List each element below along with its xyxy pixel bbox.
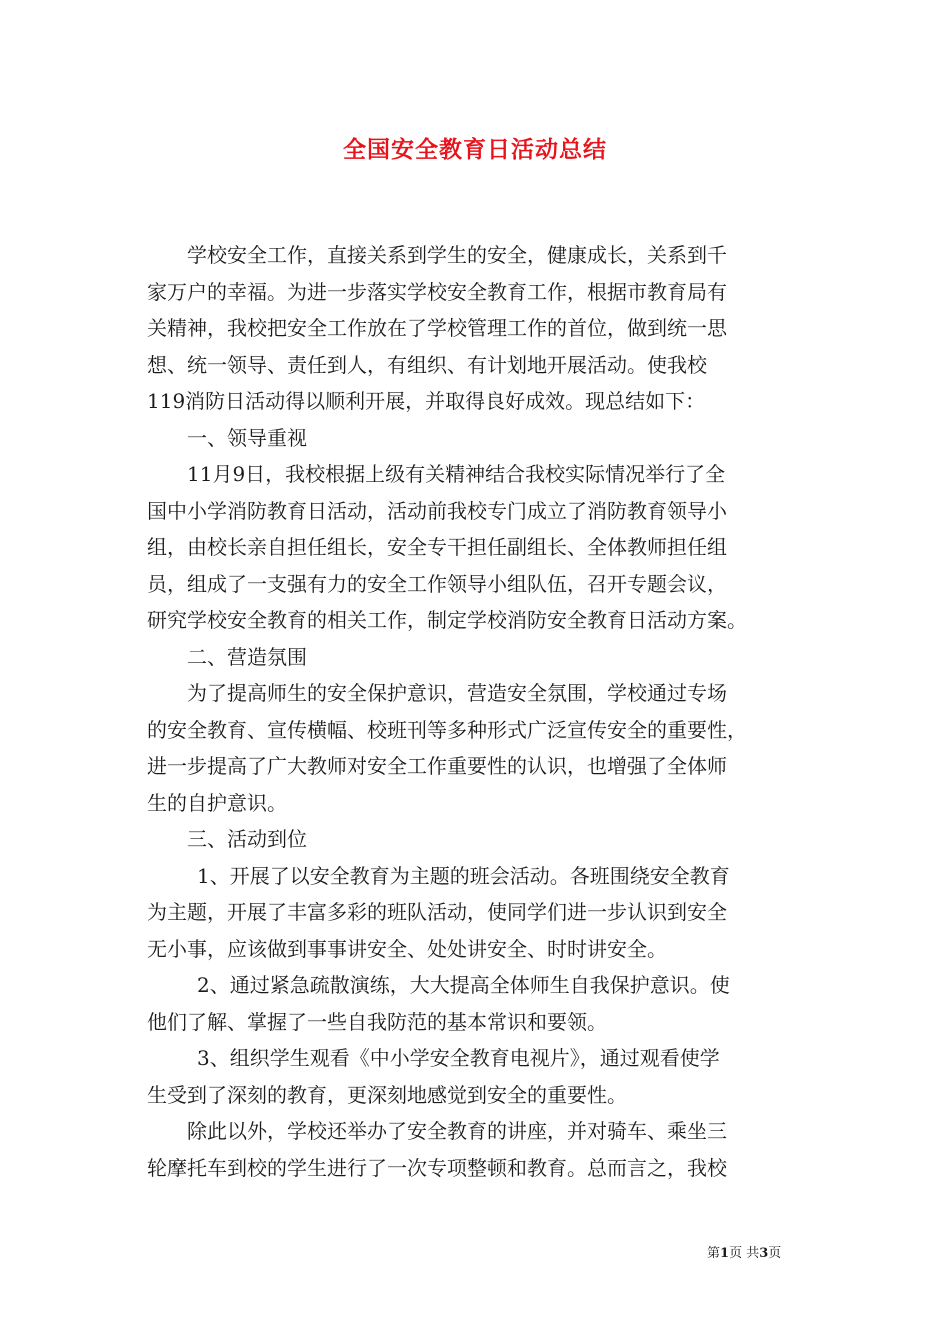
section-heading-activities: 三、活动到位 bbox=[187, 827, 307, 851]
list-item-line: 1、开展了以安全教育为主题的班会活动。各班围绕安全教育 bbox=[197, 863, 730, 888]
body-line: 组，由校长亲自担任组长，安全专干担任副组长、全体教师担任组 bbox=[147, 535, 727, 559]
body-line: 119消防日活动得以顺利开展，并取得良好成效。现总结如下： bbox=[147, 389, 706, 413]
body-line: 除此以外，学校还举办了安全教育的讲座，并对骑车、乘坐三 bbox=[187, 1119, 727, 1143]
body-line: 想、统一领导、责任到人，有组织、有计划地开展活动。使我校 bbox=[147, 352, 707, 377]
document-body bbox=[147, 237, 807, 1186]
body-line: 国中小学消防教育日活动，活动前我校专门成立了消防教育领导小 bbox=[147, 498, 727, 523]
current-page-number: 1 bbox=[720, 1246, 730, 1261]
body-line: 员，组成了一支强有力的安全工作领导小组队伍，召开专题会议， bbox=[147, 571, 727, 596]
body-line: 研究学校安全教育的相关工作，制定学校消防安全教育日活动方案。 bbox=[147, 608, 747, 632]
footer-middle: 页 共 bbox=[729, 1246, 760, 1261]
body-line: 进一步提高了广大教师对安全工作重要性的认识，也增强了全体师 bbox=[147, 754, 727, 778]
list-item-line: 2、通过紧急疏散演练，大大提高全体师生自我保护意识。使 bbox=[197, 973, 730, 997]
body-line: 为了提高师生的安全保护意识，营造安全氛围，学校通过专场 bbox=[187, 681, 727, 705]
page-number-footer bbox=[707, 1246, 781, 1262]
body-line: 11月9日，我校根据上级有关精神结合我校实际情况举行了全 bbox=[187, 462, 726, 486]
body-line: 生的自护意识。 bbox=[147, 790, 287, 815]
document-title: 全国安全教育日活动总结 bbox=[343, 136, 607, 163]
body-line: 轮摩托车到校的学生进行了一次专项整顿和教育。总而言之，我校 bbox=[147, 1155, 727, 1180]
list-item-line: 3、组织学生观看《中小学安全教育电视片》，通过观看使学 bbox=[197, 1046, 720, 1070]
body-line: 为主题，开展了丰富多彩的班队活动，使同学们进一步认识到安全 bbox=[147, 900, 727, 924]
footer-suffix: 页 bbox=[768, 1246, 782, 1261]
total-page-number: 3 bbox=[759, 1246, 769, 1261]
footer-prefix: 第 bbox=[707, 1246, 721, 1261]
section-heading-leadership: 一、领导重视 bbox=[187, 425, 307, 450]
body-line: 生受到了深刻的教育，更深刻地感觉到安全的重要性。 bbox=[147, 1082, 627, 1107]
body-line: 家万户的幸福。为进一步落实学校安全教育工作，根据市教育局有 bbox=[147, 279, 727, 304]
body-line: 学校安全工作，直接关系到学生的安全，健康成长，关系到千 bbox=[187, 243, 727, 267]
body-line: 无小事，应该做到事事讲安全、处处讲安全、时时讲安全。 bbox=[147, 936, 667, 961]
body-line: 关精神，我校把安全工作放在了学校管理工作的首位，做到统一思 bbox=[147, 316, 727, 340]
body-line: 他们了解、掌握了一些自我防范的基本常识和要领。 bbox=[147, 1009, 607, 1034]
body-line: 的安全教育、宣传横幅、校班刊等多种形式广泛宣传安全的重要性， bbox=[147, 717, 747, 742]
section-heading-atmosphere: 二、营造氛围 bbox=[187, 644, 307, 669]
